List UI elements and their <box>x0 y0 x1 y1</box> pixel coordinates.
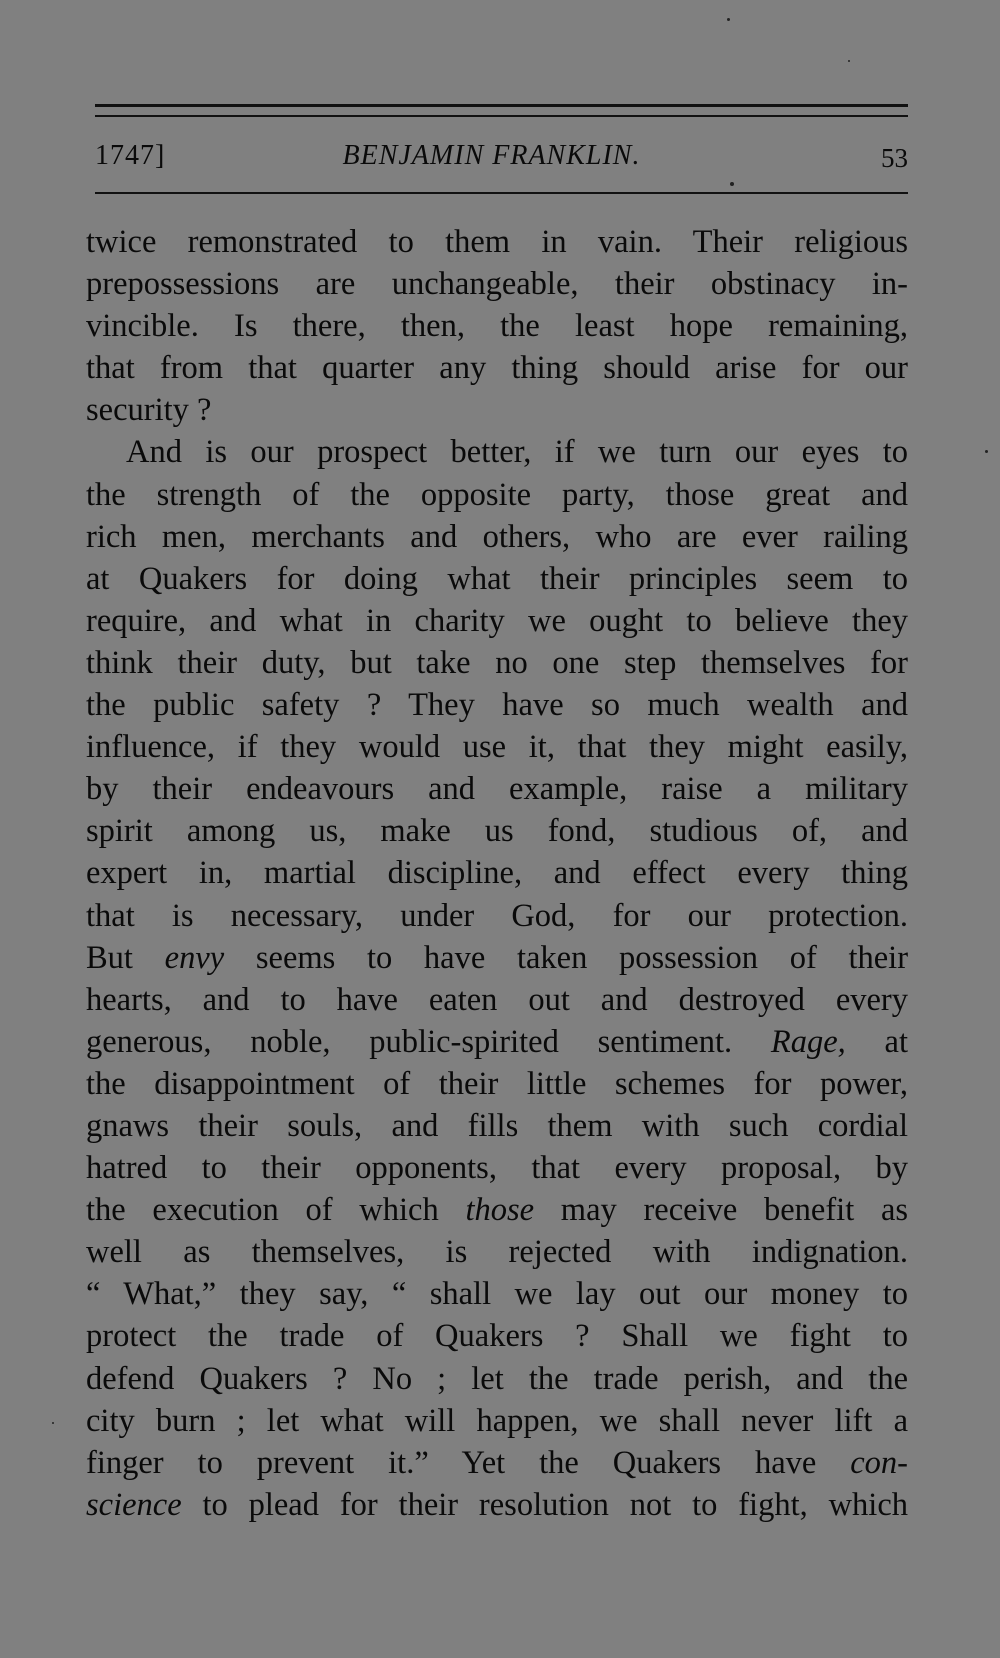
text-line: hatred to their opponents, that every proposal, by <box>86 1150 908 1187</box>
text-line-paragraph-start: And is our prospect better, if we turn our eyes to <box>126 434 908 471</box>
text-line: at Quakers for doing what their principles seem to <box>86 560 908 597</box>
running-head <box>95 140 908 180</box>
text-line: “ What,” they say, “ shall we lay out our money to <box>86 1276 908 1313</box>
text-segment: may receive benefit as <box>560 1192 908 1229</box>
text-line: require, and what in charity we ought to believe they <box>86 602 908 639</box>
text-line: gnaws their souls, and fills them with such cordial <box>86 1107 908 1144</box>
text-segment: But <box>86 939 133 976</box>
text-line: the public safety ? They have so much wealth and <box>86 687 908 724</box>
scan-speck <box>727 18 730 21</box>
text-segment: the execution of which <box>86 1192 439 1229</box>
italic-word: those <box>465 1192 535 1229</box>
body-text <box>86 221 908 1526</box>
text-line: spirit among us, make us fond, studious of, and <box>86 813 908 850</box>
text-line: security ? <box>86 392 212 429</box>
text-line <box>86 1189 908 1231</box>
text-line: think their duty, but take no one step themselves for <box>86 644 908 681</box>
text-segment: at <box>884 1023 908 1060</box>
text-line: vincible. Is there, then, the least hope remaining, <box>86 308 908 345</box>
text-line: rich men, merchants and others, who are ever railing <box>86 518 908 555</box>
text-line: prepossessions are unchangeable, their obstinacy in- <box>86 266 908 303</box>
text-segment: seems to have taken possession of their <box>255 939 908 976</box>
text-segment: generous, noble, public-spirited sentiment. <box>86 1023 733 1060</box>
italic-word: science <box>86 1486 182 1523</box>
italic-word: envy <box>164 939 225 976</box>
scan-speck <box>985 450 988 453</box>
italic-word: con- <box>850 1444 908 1481</box>
running-head-title: BENJAMIN FRANKLIN. <box>342 140 641 171</box>
text-line: that is necessary, under God, for our protection. <box>86 897 908 934</box>
text-line: protect the trade of Quakers ? Shall we fight to <box>86 1318 908 1355</box>
text-line <box>86 1021 908 1063</box>
scan-speck <box>52 1422 54 1424</box>
text-line: the disappointment of their little schemes for power, <box>86 1065 908 1102</box>
text-line: twice remonstrated to them in vain. Their religious <box>86 224 908 260</box>
text-line: city burn ; let what will happen, we shall never lift a <box>86 1402 908 1439</box>
text-line <box>86 1484 908 1526</box>
text-line: expert in, martial discipline, and effect every thing <box>86 855 908 892</box>
text-line: that from that quarter any thing should arise for our <box>86 350 908 387</box>
header-rule-bottom <box>95 192 908 194</box>
page-number: 53 <box>881 143 908 173</box>
scan-speck <box>730 182 734 186</box>
text-line: influence, if they would use it, that they might easily, <box>86 729 908 766</box>
scan-speck <box>848 60 850 62</box>
text-line <box>86 937 908 979</box>
text-line: well as themselves, is rejected with indignation. <box>86 1234 908 1271</box>
text-segment: finger to prevent it.” Yet the Quakers have <box>86 1444 817 1481</box>
italic-word: Rage, <box>770 1023 846 1060</box>
text-line: the strength of the opposite party, those great and <box>86 476 908 513</box>
text-line: defend Quakers ? No ; let the trade perish, and the <box>86 1360 908 1397</box>
text-segment: to plead for their resolution not to fight, which <box>202 1486 908 1523</box>
text-line <box>86 1442 908 1484</box>
header-rule-second <box>95 115 908 117</box>
text-line: hearts, and to have eaten out and destroyed every <box>86 981 908 1018</box>
text-line: by their endeavours and example, raise a military <box>86 771 908 808</box>
header-rule-top <box>95 104 908 107</box>
running-head-year: 1747] <box>95 140 166 171</box>
